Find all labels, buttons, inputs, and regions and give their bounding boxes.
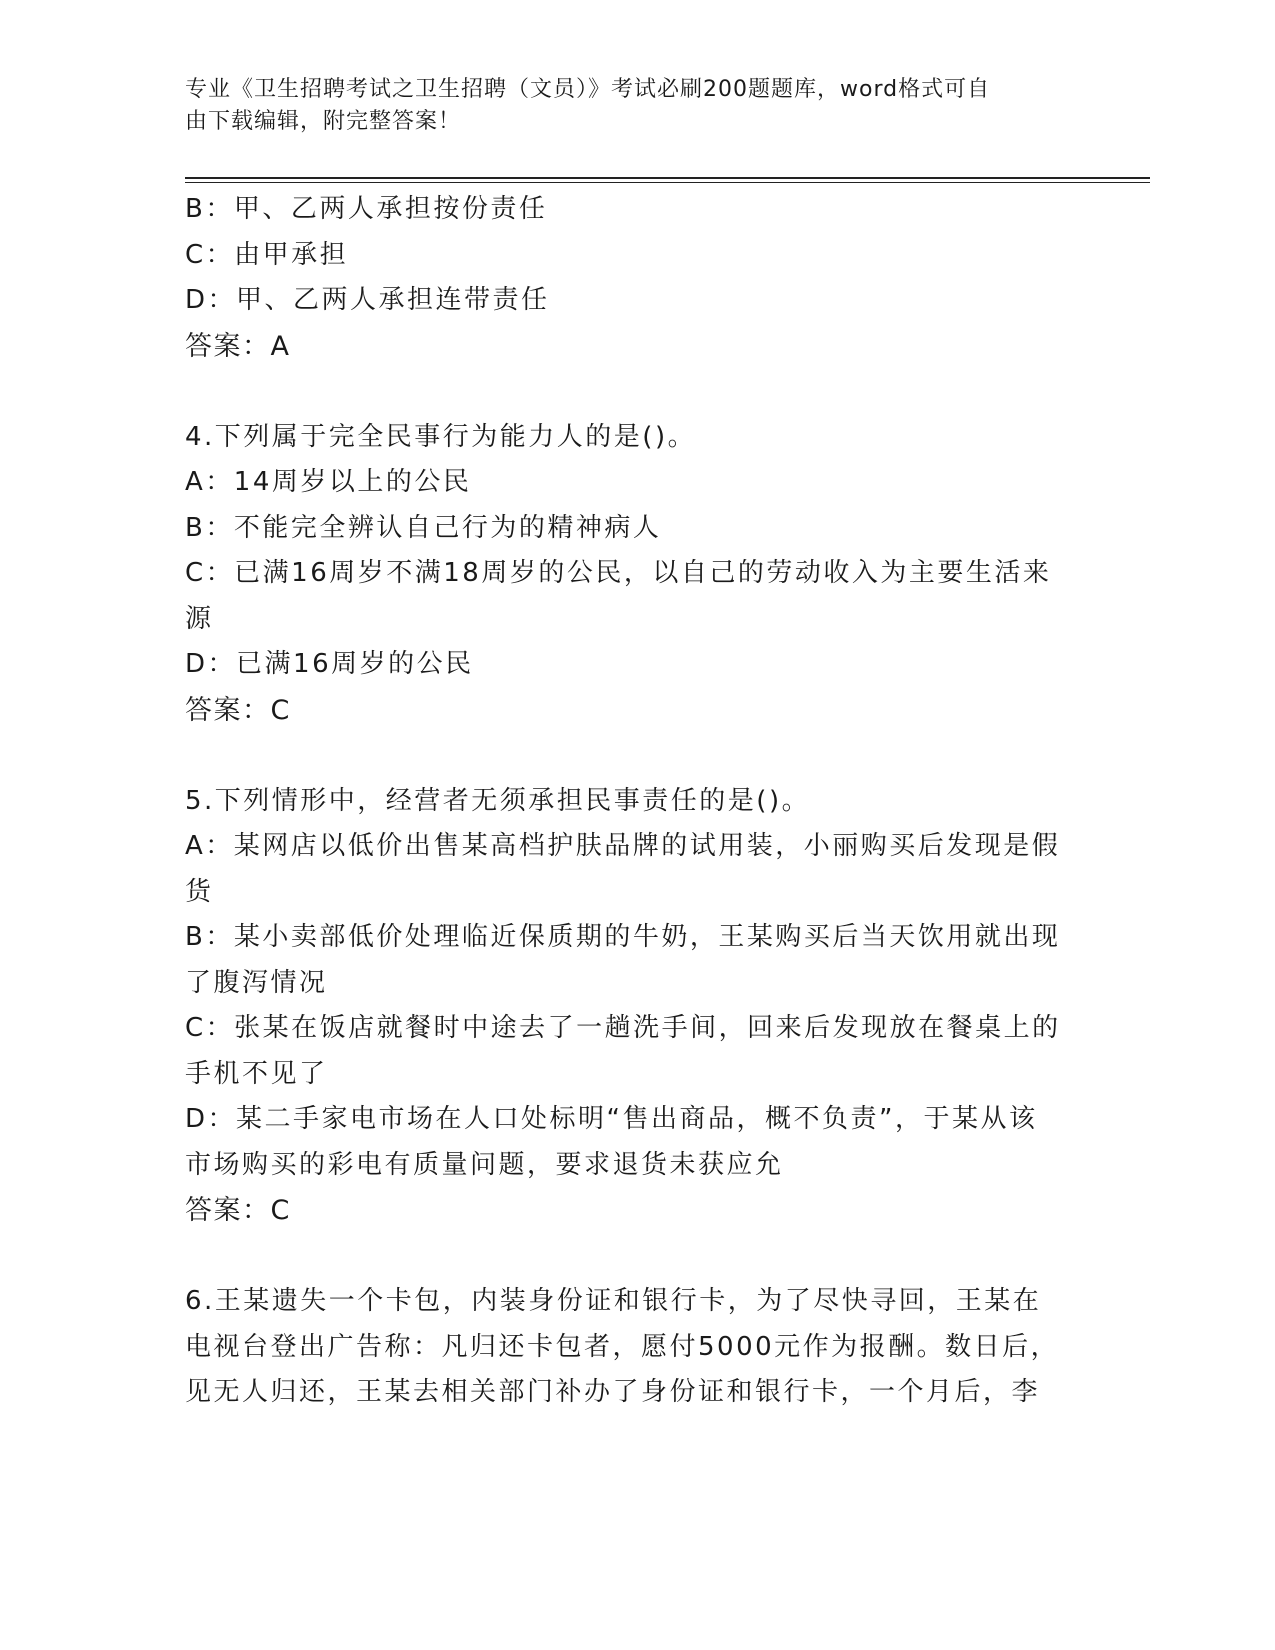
option-c-line-2: 源 (185, 603, 214, 634)
question-stem: 5.下列情形中，经营者无须承担民事责任的是()。 (185, 785, 811, 816)
option-a-line-2: 货 (185, 876, 214, 907)
question-3 (185, 187, 1075, 369)
option-d-line-1: D：某二手家电市场在人口处标明“售出商品，概不负责”，于某从该 (185, 1104, 1038, 1134)
header-divider-thick (185, 177, 1150, 179)
answer: 答案：A (185, 330, 291, 362)
question-stem: 4.下列属于完全民事行为能力人的是()。 (185, 421, 697, 452)
spacer (185, 369, 1075, 415)
answer: 答案：C (185, 1195, 291, 1226)
option-c: C：由甲承担 (185, 239, 349, 270)
question-4 (185, 415, 1075, 734)
header-line-1: 专业《卫生招聘考试之卫生招聘（文员）》考试必刷200题题库，word格式可自 (185, 77, 991, 102)
question-6 (185, 1279, 1075, 1416)
option-d-line-2: 市场购买的彩电有质量问题，要求退货未获应允 (185, 1149, 784, 1180)
option-c-line-1: C：张某在饭店就餐时中途去了一趟洗手间，回来后发现放在餐桌上的 (185, 1013, 1061, 1043)
document-body (185, 187, 1075, 1416)
question-5 (185, 779, 1075, 1234)
answer: 答案：C (185, 694, 291, 726)
question-stem-line-1: 6.王某遗失一个卡包，内装身份证和银行卡，为了尽快寻回，王某在 (185, 1286, 1042, 1316)
spacer (185, 1234, 1075, 1280)
document-header (185, 74, 1065, 138)
header-line-2: 由下载编辑，附完整答案！ (185, 109, 462, 134)
header-divider-thin (185, 182, 1150, 183)
option-a: A：14周岁以上的公民 (185, 467, 472, 497)
question-stem-line-3: 见无人归还，王某去相关部门补办了身份证和银行卡，一个月后，李 (185, 1377, 1041, 1407)
option-b: B：不能完全辨认自己行为的精神病人 (185, 512, 662, 543)
option-b-line-2: 了腹泻情况 (185, 967, 328, 998)
option-d: D：已满16周岁的公民 (185, 649, 474, 679)
option-a-line-1: A：某网店以低价出售某高档护肤品牌的试用装，小丽购买后发现是假 (185, 831, 1061, 861)
option-c-line-2: 手机不见了 (185, 1058, 328, 1089)
option-b-line-1: B：某小卖部低价处理临近保质期的牛奶，王某购买后当天饮用就出现 (185, 922, 1061, 952)
spacer (185, 733, 1075, 779)
option-d: D：甲、乙两人承担连带责任 (185, 285, 550, 315)
question-stem-line-2: 电视台登出广告称：凡归还卡包者，愿付5000元作为报酬。数日后， (185, 1331, 1060, 1362)
option-c-line-1: C：已满16周岁不满18周岁的公民，以自己的劳动收入为主要生活来 (185, 558, 1052, 588)
option-b: B：甲、乙两人承担按份责任 (185, 194, 548, 224)
